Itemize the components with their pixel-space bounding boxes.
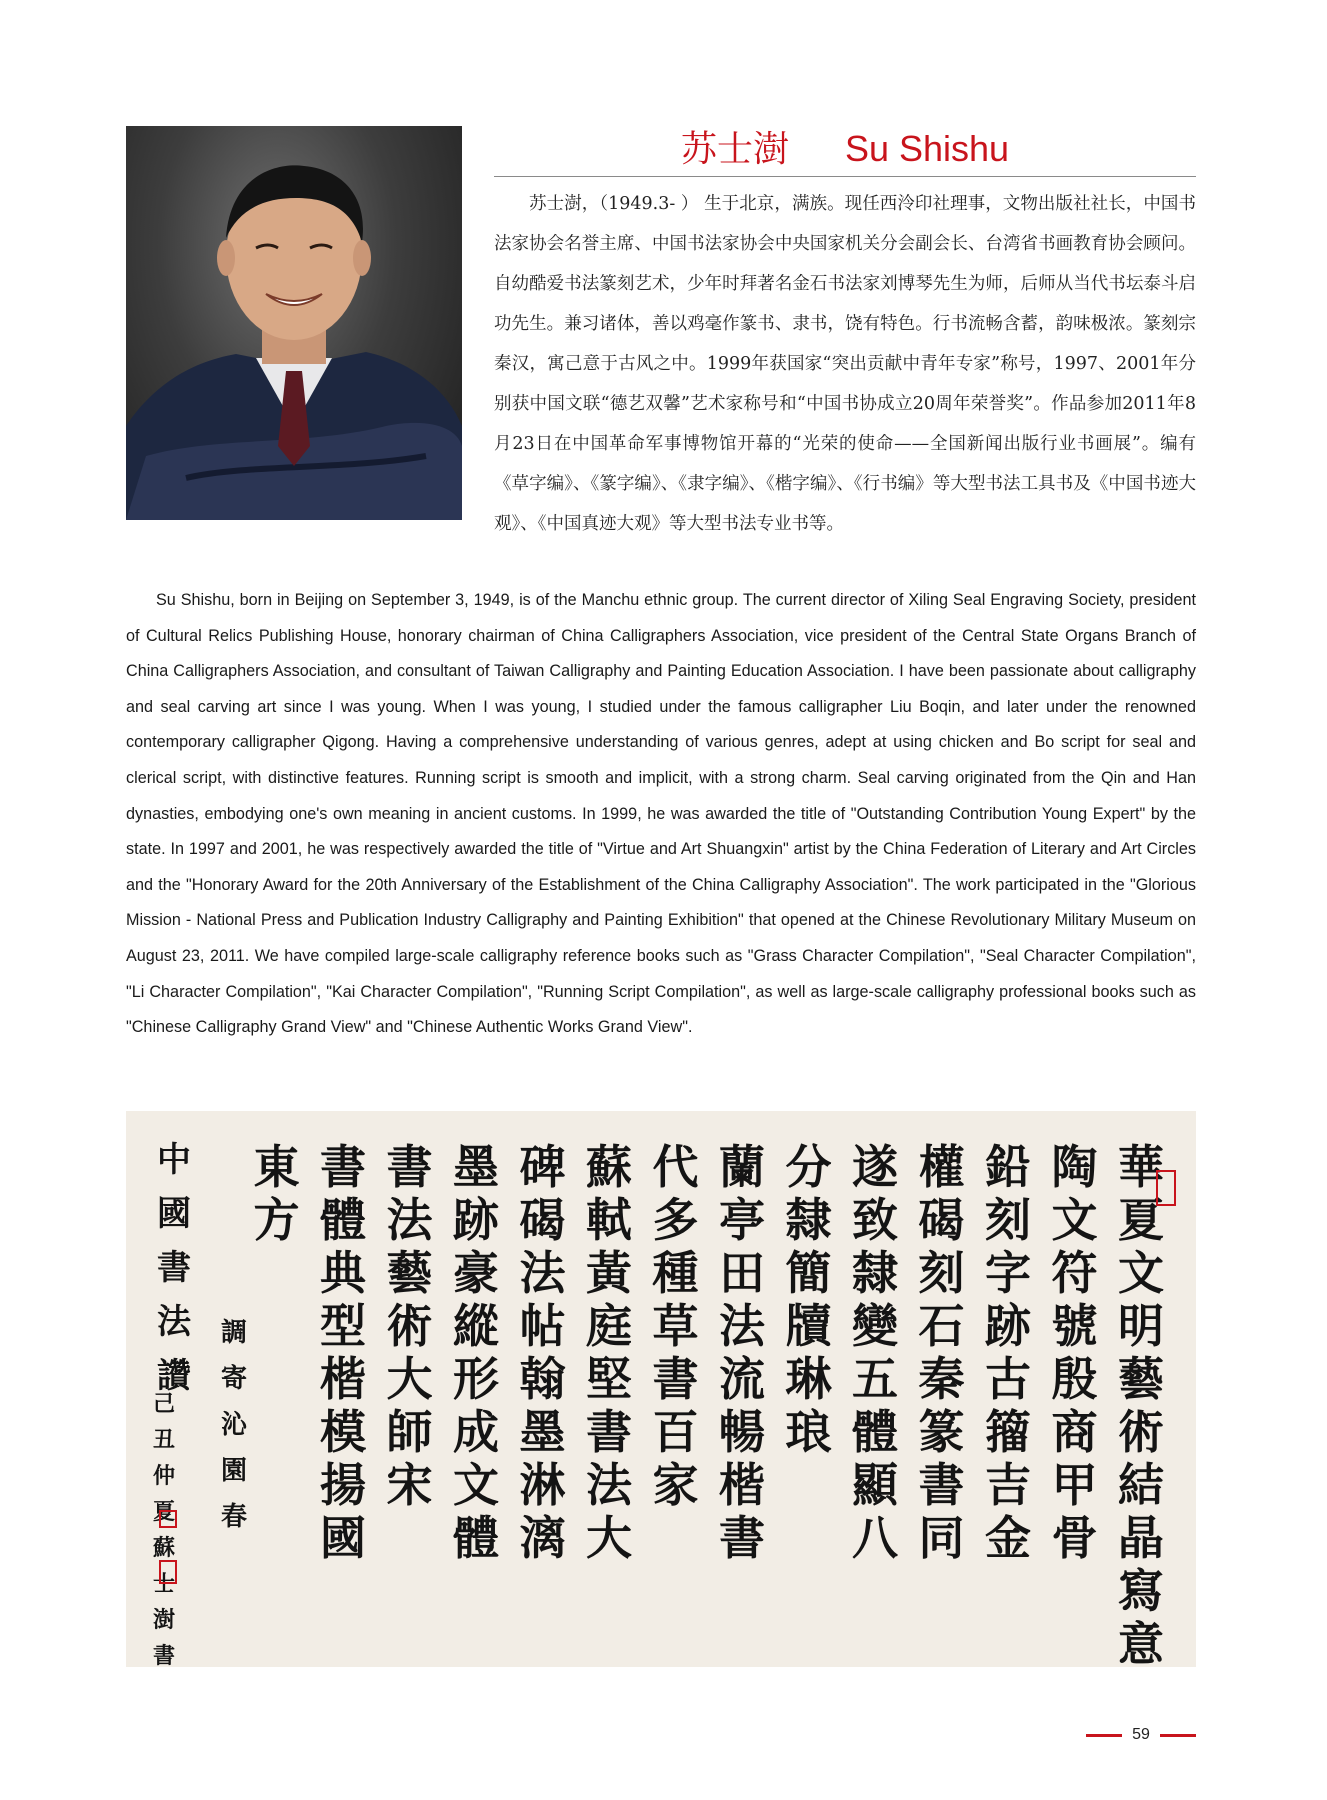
svg-text:淋: 淋 xyxy=(519,1458,566,1512)
svg-text:意: 意 xyxy=(1118,1617,1164,1667)
svg-text:亭: 亭 xyxy=(719,1193,765,1247)
svg-text:師: 師 xyxy=(386,1405,433,1459)
svg-text:調: 調 xyxy=(220,1318,248,1348)
svg-text:書: 書 xyxy=(152,1643,176,1667)
svg-text:書: 書 xyxy=(386,1140,433,1194)
calligraphy-column xyxy=(1118,1140,1164,1667)
svg-text:墨: 墨 xyxy=(453,1140,499,1194)
page-footer xyxy=(1086,1722,1196,1748)
svg-text:仲: 仲 xyxy=(152,1463,176,1489)
svg-text:刻: 刻 xyxy=(985,1193,1031,1247)
svg-text:書: 書 xyxy=(652,1352,699,1406)
svg-text:體: 體 xyxy=(453,1511,499,1565)
svg-text:國: 國 xyxy=(157,1194,191,1234)
svg-text:春: 春 xyxy=(220,1502,248,1532)
svg-text:家: 家 xyxy=(652,1458,699,1512)
svg-text:權: 權 xyxy=(918,1140,965,1194)
svg-text:大: 大 xyxy=(386,1352,433,1406)
svg-text:東: 東 xyxy=(253,1140,300,1194)
calligraphy-column xyxy=(586,1140,635,1565)
svg-text:型: 型 xyxy=(320,1299,366,1353)
calligraphy-column xyxy=(985,1140,1032,1565)
svg-text:帖: 帖 xyxy=(519,1299,566,1353)
svg-text:隸: 隸 xyxy=(785,1193,832,1247)
svg-text:田: 田 xyxy=(719,1246,765,1300)
svg-text:牘: 牘 xyxy=(785,1299,832,1353)
svg-text:變: 變 xyxy=(852,1299,898,1353)
svg-text:法: 法 xyxy=(386,1193,433,1247)
svg-text:明: 明 xyxy=(1118,1299,1164,1353)
svg-text:宋: 宋 xyxy=(386,1458,433,1512)
svg-text:軾: 軾 xyxy=(586,1193,632,1247)
svg-text:術: 術 xyxy=(1118,1405,1164,1459)
svg-text:碣: 碣 xyxy=(519,1193,566,1247)
svg-text:殷: 殷 xyxy=(1051,1352,1098,1406)
svg-text:書: 書 xyxy=(918,1458,965,1512)
svg-text:蘭: 蘭 xyxy=(719,1140,765,1194)
svg-text:國: 國 xyxy=(320,1511,366,1565)
svg-text:法: 法 xyxy=(586,1458,632,1512)
svg-text:模: 模 xyxy=(320,1405,366,1459)
svg-text:夏: 夏 xyxy=(152,1499,176,1525)
name-chinese: 苏士澍 xyxy=(680,129,789,170)
svg-text:琅: 琅 xyxy=(785,1405,832,1459)
portrait-photo xyxy=(126,126,462,520)
svg-text:鉛: 鉛 xyxy=(985,1140,1031,1194)
svg-text:翰: 翰 xyxy=(519,1352,566,1406)
svg-text:簡: 簡 xyxy=(785,1246,832,1300)
svg-text:刻: 刻 xyxy=(918,1246,965,1300)
svg-text:琳: 琳 xyxy=(785,1352,832,1406)
page-number: 59 xyxy=(1132,1726,1150,1743)
svg-text:篆: 篆 xyxy=(918,1405,965,1459)
svg-text:藝: 藝 xyxy=(1118,1352,1164,1406)
svg-text:結: 結 xyxy=(1118,1458,1164,1512)
svg-text:字: 字 xyxy=(985,1246,1031,1300)
svg-text:方: 方 xyxy=(253,1193,300,1247)
heading-divider xyxy=(494,176,1196,177)
svg-text:中: 中 xyxy=(157,1140,191,1180)
svg-text:暢: 暢 xyxy=(719,1405,765,1459)
footer-rule-right xyxy=(1160,1734,1196,1737)
svg-text:甲: 甲 xyxy=(1051,1458,1098,1512)
svg-text:讚: 讚 xyxy=(157,1356,191,1396)
calligraphy-column xyxy=(719,1140,766,1565)
svg-text:寫: 寫 xyxy=(1118,1564,1164,1618)
svg-text:同: 同 xyxy=(918,1511,965,1565)
svg-text:金: 金 xyxy=(985,1511,1031,1565)
svg-text:堅: 堅 xyxy=(586,1352,632,1406)
svg-text:代: 代 xyxy=(652,1140,699,1194)
calligraphy-column xyxy=(919,1140,965,1565)
biography-english: Su Shishu, born in Beijing on September 3, 1949, is of the Manchu ethnic group. The current director of Xiling Seal Engraving Society, president of Cultural Relics Publishing House, honorary chairman of China Calligraphers Association, vice president of the Central State Organs Branch of China Calligraphers Association, and consultant of Taiwan Calligraphy and Painting Education Association. I have been passionate about calligraphy and seal carving art since I was young. When I was young, I studied under the famous calligrapher Liu Boqin, and later under the renowned contemporary calligrapher Qigong. Having a comprehensive understanding of various genres, adept at using chicken and Bo script for seal and clerical script, with distinctive features. Running script is smooth and implicit, with a strong charm. Seal carving originated from the Qin and Han dynasties, embodying one's own meaning in ancient customs. In 1999, he was awarded the title of "Outstanding Contribution Young Expert" by the state. In 1997 and 2001, he was respectively awarded the title of "Virtue and Art Shuangxin" artist by the China Federation of Literary and Art Circles and the "Honorary Award for the 20th Anniversary of the Establishment of the China Calligraphy Association". The work participated in the "Glorious Mission - National Press and Publication Industry Calligraphy and Painting Exhibition" that opened at the Chinese Revolutionary Military Museum on August 23, 2011. We have compiled large-scale calligraphy reference books such as "Grass Character Compilation", "Seal Character Compilation", "Li Character Compilation", "Kai Character Compilation", "Running Script Compilation", as well as large-scale calligraphy professional books such as "Chinese Calligraphy Grand View" and "Chinese Authentic Works Grand View". xyxy=(126,591,1196,1037)
svg-text:大: 大 xyxy=(586,1511,632,1565)
svg-text:流: 流 xyxy=(719,1352,765,1406)
svg-text:形: 形 xyxy=(453,1352,499,1406)
calligraphy-title-column xyxy=(157,1140,192,1396)
svg-text:法: 法 xyxy=(157,1302,191,1342)
calligraphy-column xyxy=(786,1140,835,1459)
svg-text:跡: 跡 xyxy=(985,1299,1031,1353)
footer-rule-left xyxy=(1086,1734,1122,1737)
svg-text:丑: 丑 xyxy=(152,1427,176,1453)
svg-text:縱: 縱 xyxy=(453,1299,499,1353)
svg-text:陶: 陶 xyxy=(1051,1140,1098,1194)
svg-text:典: 典 xyxy=(320,1246,366,1300)
svg-text:己: 己 xyxy=(152,1391,176,1417)
svg-text:號: 號 xyxy=(1051,1299,1098,1353)
svg-text:法: 法 xyxy=(719,1299,765,1353)
svg-text:分: 分 xyxy=(785,1140,832,1194)
name-english: Su Shishu xyxy=(844,128,1010,169)
svg-text:多: 多 xyxy=(652,1193,699,1247)
svg-text:庭: 庭 xyxy=(586,1299,632,1353)
calligraphy-column xyxy=(254,1140,300,1247)
svg-text:跡: 跡 xyxy=(453,1193,499,1247)
svg-text:楷: 楷 xyxy=(320,1352,366,1406)
svg-text:澍: 澍 xyxy=(152,1607,176,1633)
svg-text:書: 書 xyxy=(320,1140,366,1194)
svg-text:藝: 藝 xyxy=(386,1246,433,1300)
calligraphy-column xyxy=(452,1140,500,1565)
svg-text:夏: 夏 xyxy=(1118,1193,1164,1247)
svg-text:法: 法 xyxy=(519,1246,566,1300)
svg-text:漓: 漓 xyxy=(519,1511,566,1565)
calligraphy-column xyxy=(520,1140,567,1565)
svg-text:蘇: 蘇 xyxy=(152,1535,176,1561)
calligraphy-column xyxy=(387,1140,434,1512)
svg-text:骨: 骨 xyxy=(1051,1511,1098,1565)
svg-text:楷: 楷 xyxy=(719,1458,765,1512)
svg-text:書: 書 xyxy=(586,1405,632,1459)
svg-text:沁: 沁 xyxy=(220,1410,248,1440)
calligraphy-artwork-image xyxy=(126,1111,1196,1667)
svg-text:成: 成 xyxy=(453,1405,499,1459)
biography-chinese: 苏士澍，（1949.3- ） 生于北京，满族。现任西泠印社理事，文物出版社社长，中国书法家协会名誉主席、中国书法家协会中央国家机关分会副会长、台湾省书画教育协会顾问。自幼酷爱书法篆刻艺术，少年时拜著名金石书法家刘博琴先生为师，后师从当代书坛泰斗启功先生。兼习诸体，善以鸡毫作篆书、隶书，饶有特色。行书流畅含蓄，韵味极浓。篆刻宗秦汉，寓己意于古风之中。1999年获国家“突出贡献中青年专家”称号，1997、2001年分别获中国文联“德艺双馨”艺术家称号和“中国书协成立20周年荣誉奖”。作品参加2011年8月23日在中国革命军事博物馆开幕的“光荣的使命——全国新闻出版行业书画展”。编有《草字编》、《篆字编》、《隶字编》、《楷字编》、《行书编》等大型书法工具书及《中国书迹大观》、《中国真迹大观》等大型书法专业书等。 xyxy=(494,194,1196,534)
svg-text:百: 百 xyxy=(652,1405,699,1459)
svg-text:晶: 晶 xyxy=(1118,1511,1164,1565)
svg-text:古: 古 xyxy=(985,1352,1031,1406)
svg-text:石: 石 xyxy=(918,1299,965,1353)
svg-text:文: 文 xyxy=(1051,1193,1098,1247)
svg-text:墨: 墨 xyxy=(519,1405,566,1459)
svg-text:隸: 隸 xyxy=(852,1246,898,1300)
svg-text:書: 書 xyxy=(719,1511,765,1565)
svg-text:商: 商 xyxy=(1051,1405,1098,1459)
svg-text:遂: 遂 xyxy=(852,1140,898,1194)
svg-text:八: 八 xyxy=(852,1511,898,1565)
svg-text:園: 園 xyxy=(220,1456,248,1486)
svg-text:吉: 吉 xyxy=(985,1458,1031,1512)
svg-text:碣: 碣 xyxy=(918,1193,965,1247)
svg-text:黃: 黃 xyxy=(586,1246,632,1300)
svg-text:致: 致 xyxy=(852,1193,898,1247)
svg-text:籀: 籀 xyxy=(985,1405,1031,1459)
svg-text:體: 體 xyxy=(320,1193,366,1247)
person-name-heading xyxy=(494,122,1196,176)
svg-text:秦: 秦 xyxy=(918,1352,965,1406)
svg-text:術: 術 xyxy=(386,1299,433,1353)
svg-text:文: 文 xyxy=(453,1458,499,1512)
calligraphy-column xyxy=(1052,1140,1098,1565)
svg-text:顯: 顯 xyxy=(852,1458,898,1512)
svg-text:體: 體 xyxy=(852,1405,898,1459)
calligraphy-column xyxy=(851,1140,899,1565)
svg-text:士: 士 xyxy=(152,1571,176,1597)
svg-text:書: 書 xyxy=(157,1248,191,1288)
svg-text:華: 華 xyxy=(1118,1140,1164,1194)
calligraphy-artwork xyxy=(126,1111,1196,1667)
svg-text:豪: 豪 xyxy=(453,1246,499,1300)
calligraphy-column xyxy=(652,1140,699,1512)
svg-text:揚: 揚 xyxy=(320,1458,366,1512)
svg-text:草: 草 xyxy=(652,1299,699,1353)
svg-text:碑: 碑 xyxy=(519,1140,566,1194)
svg-text:文: 文 xyxy=(1118,1246,1164,1300)
svg-text:蘇: 蘇 xyxy=(586,1140,632,1194)
svg-text:符: 符 xyxy=(1051,1246,1098,1300)
calligraphy-column xyxy=(319,1140,369,1565)
svg-text:五: 五 xyxy=(852,1352,898,1406)
svg-text:種: 種 xyxy=(652,1246,699,1300)
svg-text:寄: 寄 xyxy=(220,1364,248,1394)
